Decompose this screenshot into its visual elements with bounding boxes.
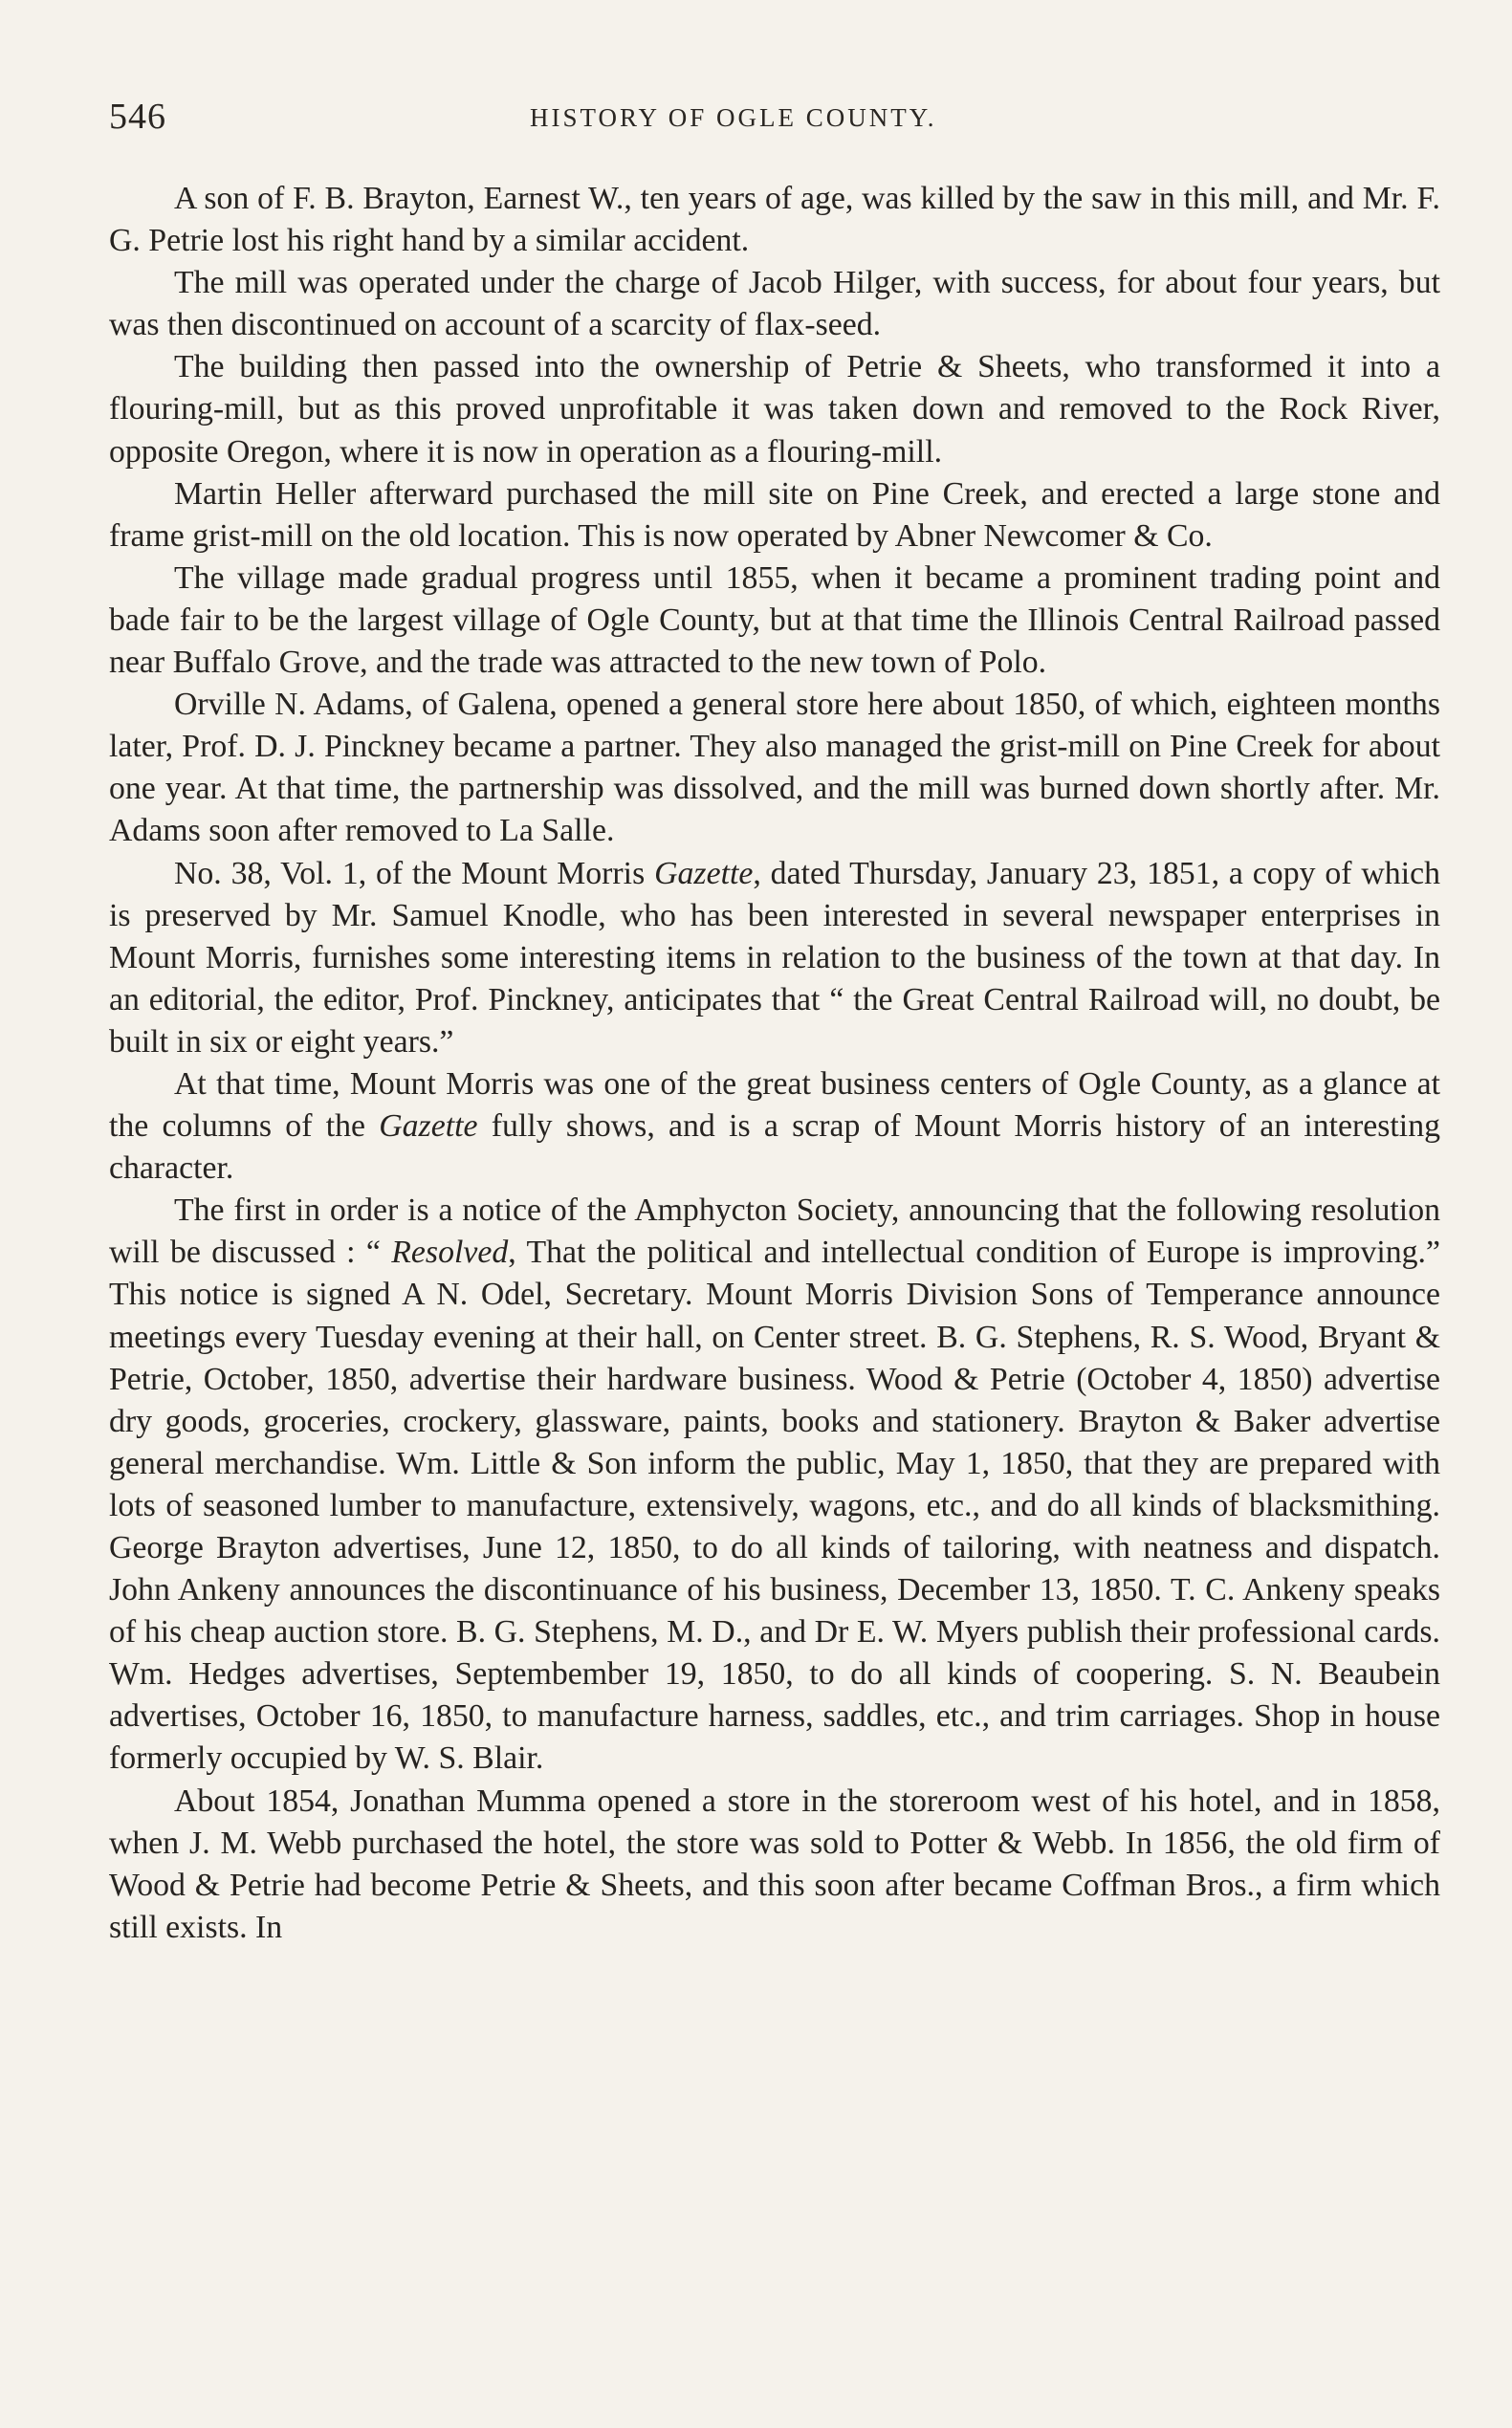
paragraph — [109, 853, 1440, 1063]
paragraph-text: No. 38, Vol. 1, of the Mount Morris — [174, 855, 655, 891]
resolution-word: Resolved — [391, 1235, 509, 1271]
paragraph: About 1854, Jonathan Mumma opened a store in the storeroom west of his hotel, and in 1858, when J. M. Webb purchased the hotel, the store was sold to Potter & Webb. In 1856, the old firm of Wood & Petrie had become Petrie & Sheets, and this soon after became Coffman Bros., a firm which still exists. In — [109, 1783, 1440, 1945]
newspaper-title: Gazette — [379, 1108, 478, 1145]
paragraph: A son of F. B. Brayton, Earnest W., ten years of age, was killed by the saw in this mill, and Mr. F. G. Petrie lost his right hand by a similar accident. — [109, 181, 1440, 259]
running-head: HISTORY OF OGLE COUNTY. — [530, 103, 937, 132]
paragraph-text: The first in order is a notice of the Amphycton Society, announcing that the following resolution will be discussed : “ — [109, 1192, 1440, 1271]
page-number: 546 — [109, 97, 166, 137]
page-header — [109, 96, 1448, 137]
newspaper-title: Gazette — [654, 855, 754, 891]
paragraph: Orville N. Adams, of Galena, opened a general store here about 1850, of which, eighteen months later, Prof. D. J. Pinckney became a partner. They also managed the grist-mill on Pine Creek for about one year. At that time, the partnership was dissolved, and the mill was burned down shortly after. Mr. Adams soon after removed to La Salle. — [109, 687, 1440, 849]
paragraph: The building then passed into the ownership of Petrie & Sheets, who transformed it into a flouring-mill, but as this proved unprofitable it was taken down and removed to the Rock River, opposite Oregon, where it is now in operation as a flouring-mill. — [109, 349, 1440, 470]
paragraph-text: , dated Thursday, January 23, 1851, a copy of which is preserved by Mr. Samuel Knodle, who has been interested in several newspaper enterprises in Mount Morris, furnishes some interesting items in relation to the business of the town at that day. In an editorial, the editor, Prof. Pinckney, anticipates that “ the Great Central Railroad will, no doubt, be built in six or eight years.” — [109, 855, 1440, 1060]
paragraph-text: At that time, Mount Morris was one of the great business centers of Ogle County, as a glance at the columns of the — [109, 1065, 1440, 1145]
paragraph-text: , That the political and intellectual condition of Europe is improving.” This notice is signed A N. Odel, Secretary. Mount Morris Division Sons of Temperance announce meetings every Tuesday evening at their hall, on Center street. B. G. Stephens, R. S. Wood, Bryant & Petrie, October, 1850, advertise their hardware business. Wood & Petrie (October 4, 1850) advertise dry goods, groceries, crockery, glassware, paints, books and stationery. Brayton & Baker advertise general merchandise. Wm. Little & Son inform the public, May 1, 1850, that they are prepared with lots of seasoned lumber to manufacture, extensively, wagons, etc., and do all kinds of blacksmithing. George Brayton advertises, June 12, 1850, to do all kinds of tailoring, with neatness and dispatch. John Ankeny announces the discontinuance of his business, December 13, 1850. T. C. Ankeny speaks of his cheap auction store. B. G. Stephens, M. D., and Dr E. W. Myers publish their professional cards. Wm. Hedges advertises, Septembember 19, 1850, to do all kinds of coopering. S. N. Beaubein advertises, October 16, 1850, to manufacture harness, saddles, etc., and trim carriages. Shop in house formerly occupied by W. S. Blair. — [109, 1235, 1440, 1777]
paragraph-text: fully shows, and is a scrap of Mount Morris history of an interesting character. — [109, 1108, 1440, 1187]
paragraph: The mill was operated under the charge of Jacob Hilger, with success, for about four years, but was then discontinued on account of a scarcity of flax-seed. — [109, 265, 1440, 343]
paragraph — [109, 1063, 1440, 1190]
paragraph: Martin Heller afterward purchased the mill site on Pine Creek, and erected a large stone and frame grist-mill on the old location. This is now operated by Abner Newcomer & Co. — [109, 475, 1440, 554]
paragraph — [109, 1190, 1440, 1780]
paragraph: The village made gradual progress until 1855, when it became a prominent trading point and bade fair to be the largest village of Ogle County, but at that time the Illinois Central Railroad passed near Buffalo Grove, and the trade was attracted to the new town of Polo. — [109, 559, 1440, 681]
body-text — [109, 178, 1440, 2339]
